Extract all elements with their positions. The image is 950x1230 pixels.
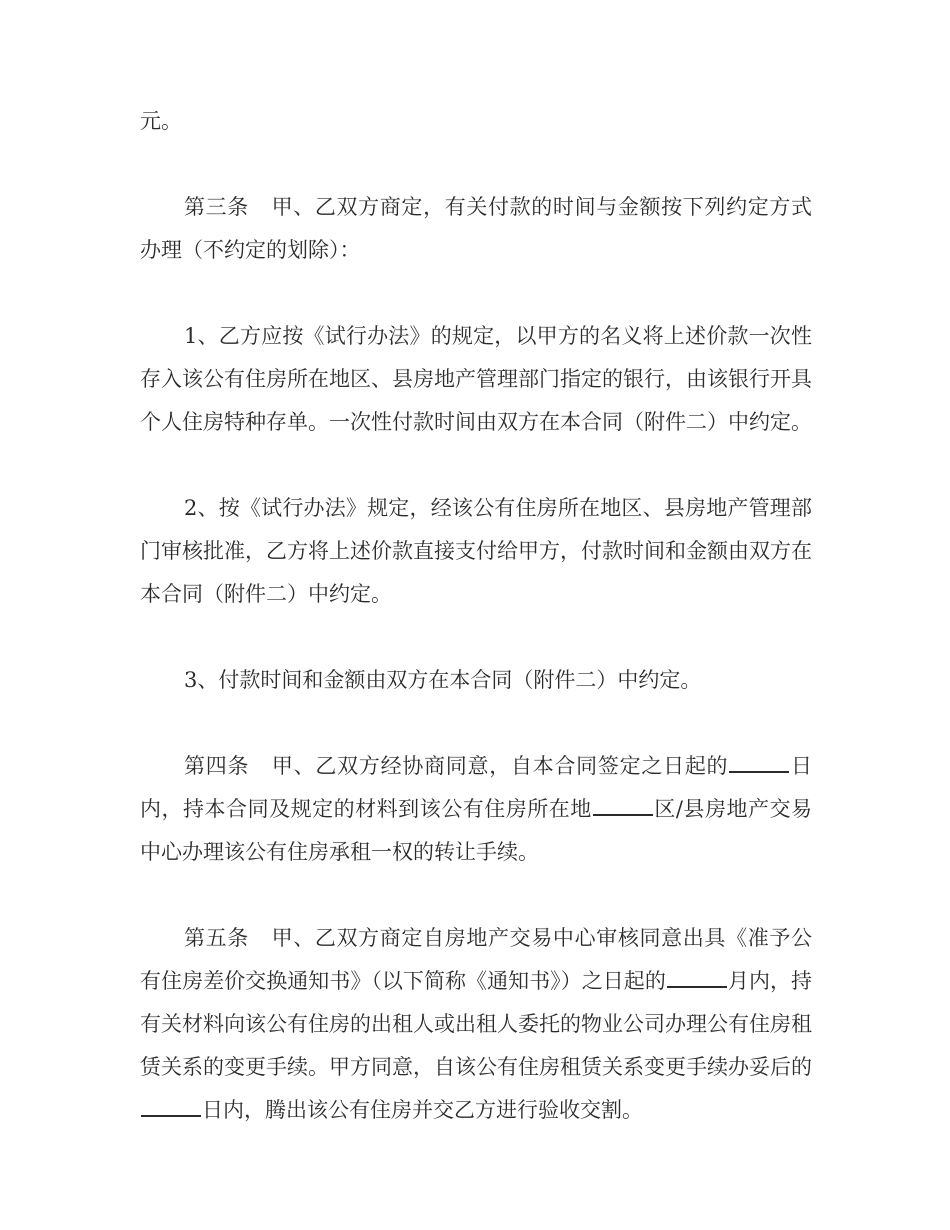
clause-5-segments — [140, 926, 812, 1122]
clause-3-item-3 — [140, 659, 812, 702]
lead-fragment-text: 元。 — [140, 109, 182, 133]
clause-3-item-2-text: 按《试行办法》规定，经该公有住房所在地区、县房地产管理部门审核批准，乙方将上述价款直接支付给甲方，付款时间和金额由双方在本合同（附件二）中约定。 — [140, 496, 812, 606]
segment-text-2: 日内，持本合同及规定的材料到该公有住房所在地 — [140, 754, 813, 821]
fill-in-blank[interactable] — [141, 1098, 201, 1117]
clause-3-item-2 — [140, 487, 812, 616]
fill-in-blank[interactable] — [593, 797, 653, 816]
paragraph-lead-fragment — [140, 100, 812, 143]
paragraph-clause-5 — [140, 917, 812, 1132]
clause-3-item-3-marker: 3、 — [184, 668, 219, 692]
paragraph-clause-4 — [140, 745, 812, 874]
document-text-body — [140, 100, 812, 1132]
clause-3-label: 第三条 — [184, 195, 249, 219]
clause-3-item-2-marker: 2、 — [184, 496, 219, 520]
segment-text-0: 甲、乙双方商定自房地产交易中心审核同意出具《准予公有住房差价交换通知书》（以下简称《通知书》）之日起的 — [140, 926, 813, 993]
segment-text-4: 日内，腾出该公有住房并交乙方进行验收交割。 — [202, 1098, 643, 1122]
segment-text-2: 月内，持有关材料向该公有住房的出租人或出租人委托的物业公司办理公有住房租赁关系的变更手续。甲方同意，自该公有住房租赁关系变更手续办妥后的 — [140, 969, 813, 1079]
clause-4-label: 第四条 — [184, 754, 250, 778]
segment-text-4: 区/县房地产交易中心办理该公有住房承租一权的转让手续。 — [140, 797, 813, 864]
clause-3-item-1-marker: 1、 — [184, 324, 219, 348]
clause-3-item-1-text: 乙方应按《试行办法》的规定，以甲方的名义将上述价款一次性存入该公有住房所在地区、县房地产管理部门指定的银行，由该银行开具个人住房特种存单。一次性付款时间由双方在本合同（附件二）中约定。 — [140, 324, 812, 434]
clause-5-label: 第五条 — [184, 926, 249, 950]
fill-in-blank[interactable] — [729, 754, 789, 773]
clause-3-item-1 — [140, 315, 812, 444]
segment-text-0: 甲、乙双方经协商同意，自本合同签定之日起的 — [271, 754, 729, 778]
clause-3-item-3-text: 付款时间和金额由双方在本合同（附件二）中约定。 — [218, 668, 702, 692]
fill-in-blank[interactable] — [667, 969, 727, 988]
paragraph-clause-3-intro — [140, 186, 812, 272]
clause-3-intro-text: 甲、乙双方商定，有关付款的时间与金额按下列约定方式办理（不约定的划除）： — [140, 195, 813, 262]
